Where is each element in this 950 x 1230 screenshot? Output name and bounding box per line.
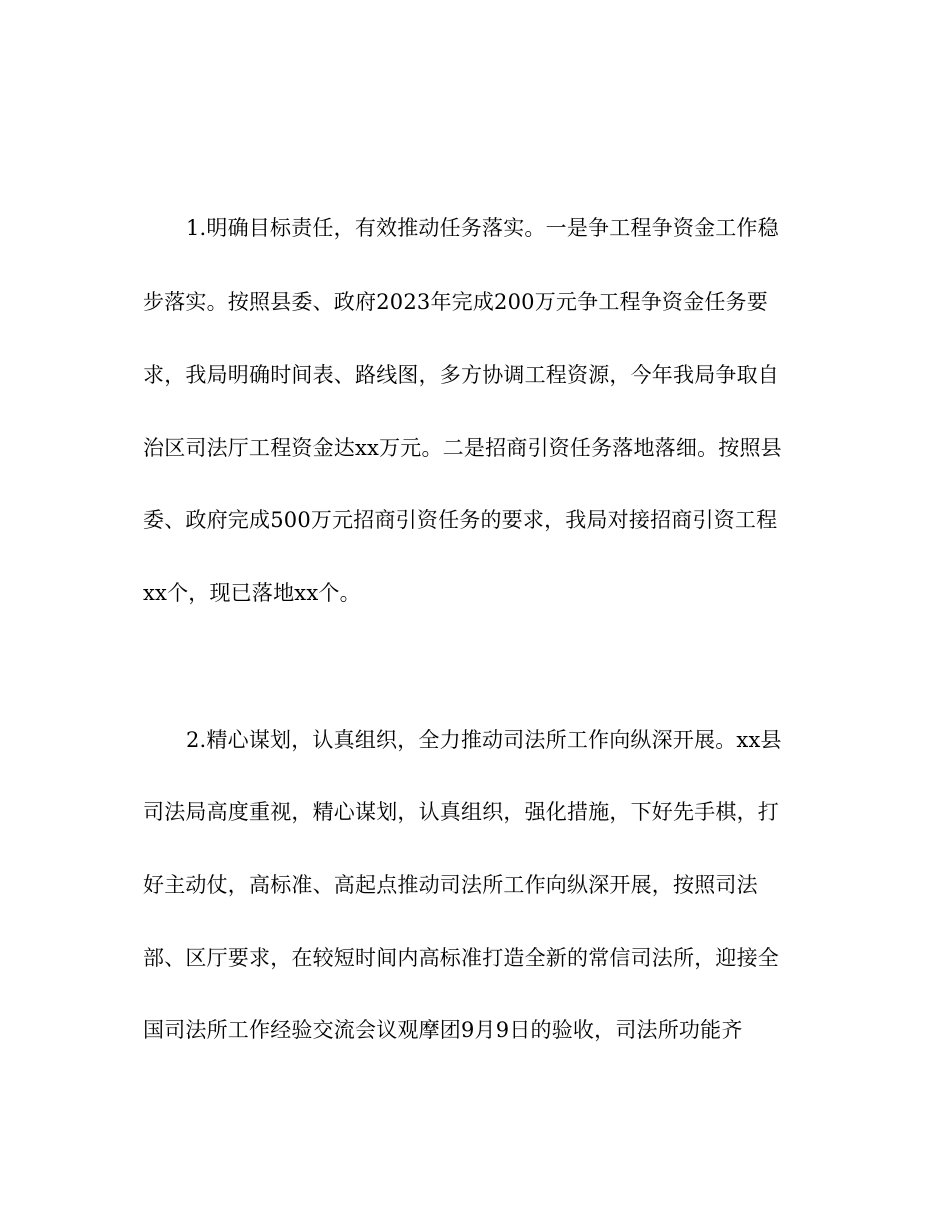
paragraph-line: 求，我局明确时间表、路线图，多方协调工程资源，今年我局争取自: [143, 363, 779, 387]
paragraph-line: 好主动仗，高标准、高起点推动司法所工作向纵深开展，按照司法: [143, 873, 758, 897]
paragraph-line: 步落实。按照县委、政府2023年完成200万元争工程争资金任务要: [143, 290, 768, 314]
paragraph-line: 委、政府完成500万元招商引资任务的要求，我局对接招商引资工程: [143, 508, 778, 532]
paragraph-line: 2.精心谋划，认真组织，全力推动司法所工作向纵深开展。xx县: [186, 728, 782, 752]
paragraph-line: xx个，现已落地xx个。: [143, 581, 361, 605]
paragraph-line: 司法局高度重视，精心谋划，认真组织，强化措施，下好先手棋，打: [143, 800, 779, 824]
paragraph-line: 治区司法厅工程资金达xx万元。二是招商引资任务落地落细。按照县: [143, 436, 782, 460]
paragraph-line: 部、区厅要求，在较短时间内高标准打造全新的常信司法所，迎接全: [143, 946, 779, 970]
paragraph-line: 国司法所工作经验交流会议观摩团9月9日的验收，司法所功能齐: [143, 1018, 743, 1042]
paragraph-line: 1.明确目标责任，有效推动任务落实。一是争工程争资金工作稳: [186, 216, 779, 240]
